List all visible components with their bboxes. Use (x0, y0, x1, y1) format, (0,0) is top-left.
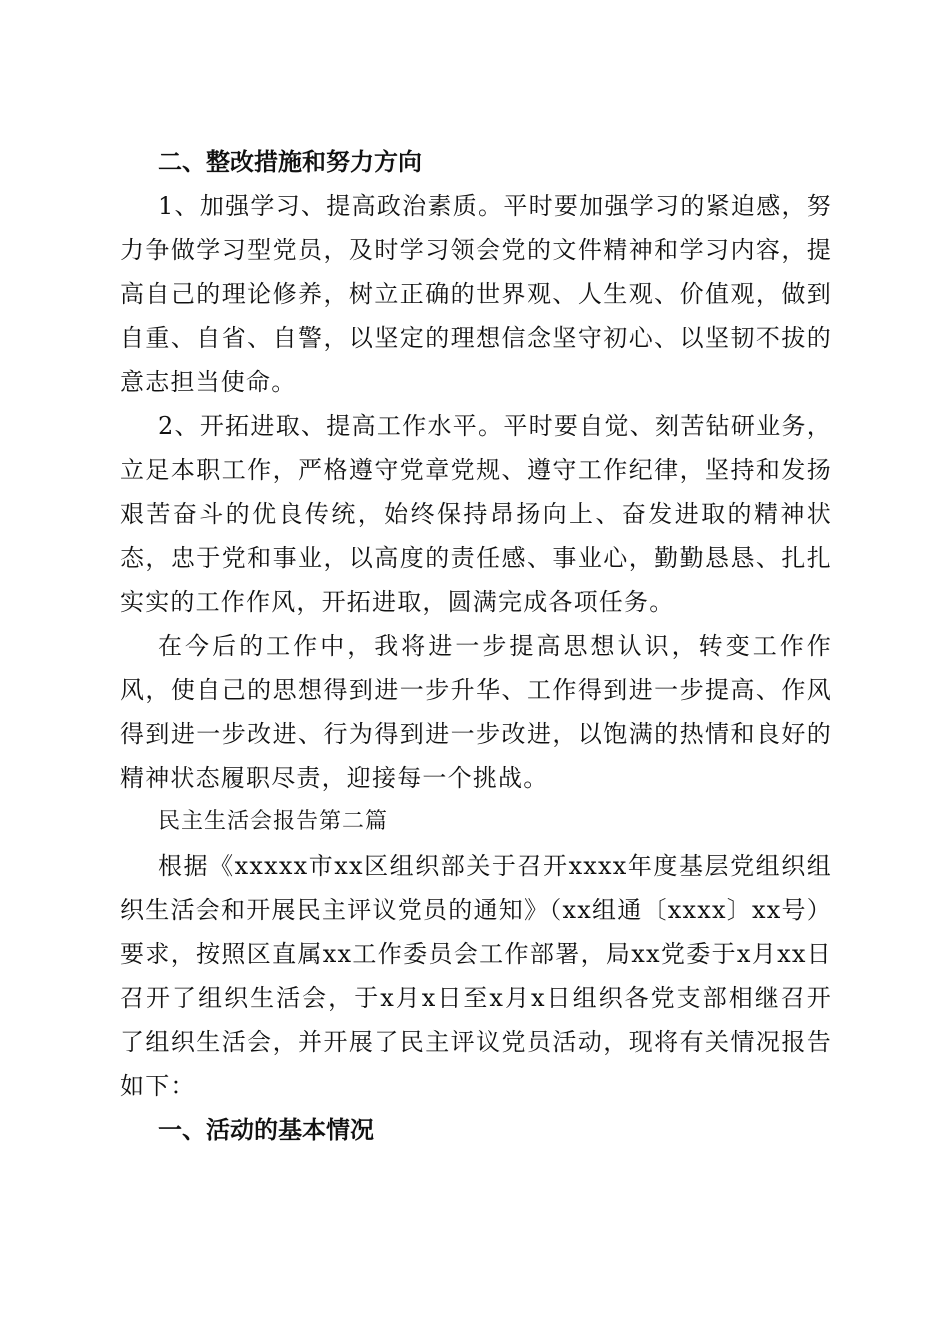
paragraph-study: 1、加强学习、提高政治素质。平时要加强学习的紧迫感，努力争做学习型党员，及时学习领会党的文件精神和学习内容，提高自己的理论修养，树立正确的世界观、人生观、价值观，做到自重、自省、自警，以坚定的理想信念坚守初心、以坚韧不拔的意志担当使命。 (120, 192, 832, 396)
document-body (120, 140, 832, 1152)
paragraph-notice-basis: 根据《xxxxx市xx区组织部关于召开xxxx年度基层党组织组织生活会和开展民主评议党员的通知》（xx组通〔xxxx〕xx号）要求，按照区直属xx工作委员会工作部署，局xx党委于x月xx日召开了组织生活会，于x月x日至x月x日组织各党支部相继召开了组织生活会，并开展了民主评议党员活动，现将有关情况报告如下： (120, 852, 832, 1100)
report-second-title: 民主生活会报告第二篇 (158, 809, 389, 834)
paragraph-work-level: 2、开拓进取、提高工作水平。平时要自觉、刻苦钻研业务，立足本职工作，严格遵守党章党规、遵守工作纪律，坚持和发扬艰苦奋斗的优良传统，始终保持昂扬向上、奋发进取的精神状态，忠于党和事业，以高度的责任感、事业心，勤勤恳恳、扎扎实实的工作作风，开拓进取，圆满完成各项任务。 (120, 412, 832, 616)
section-heading-rectification: 二、整改措施和努力方向 (158, 148, 422, 176)
section-heading-basic-situation: 一、活动的基本情况 (158, 1116, 374, 1144)
paragraph-future-work: 在今后的工作中，我将进一步提高思想认识，转变工作作风，使自己的思想得到进一步升华、工作得到进一步提高、作风得到进一步改进、行为得到进一步改进，以饱满的热情和良好的精神状态履职尽责，迎接每一个挑战。 (120, 632, 832, 792)
